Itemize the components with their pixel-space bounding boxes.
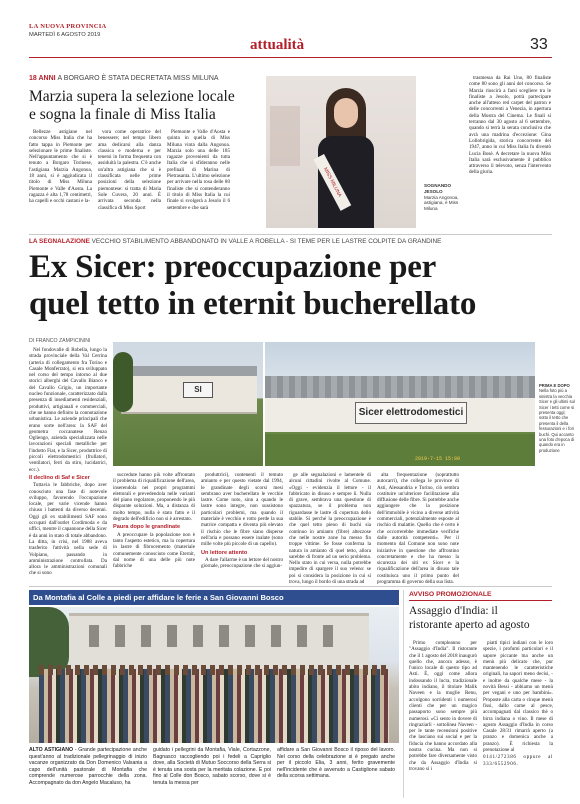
sicer-column-3	[201, 472, 283, 580]
miss-caption-title: SOGNANDO JESOLO	[424, 183, 452, 194]
sicer-col3-text-b: A dare l'allarme è un lettore del nostro giornale, preoccupazione che si aggiun-	[201, 556, 284, 570]
promo-headline	[409, 605, 554, 632]
sicer-column-2	[113, 472, 195, 580]
sicer-col2-text-a: succedute hanno più volte affrontato il problema di riqualificazione dell'area, inserendola nei propri programmi elettorali e prevedendola nelle varianti del piano regolatore, proponendo le più disparate soluzioni. Ma, a distanza di molto tempo, nulla è stato fatto e il degrado dell'edificio non si è arrestato.	[113, 472, 195, 523]
section-divider-2	[29, 586, 552, 587]
sicer-headline	[29, 249, 554, 323]
bosco-caption-lead: ALTO ASTIGIANO	[29, 747, 74, 753]
promo-column-2	[483, 640, 553, 798]
miss-headline-line1: Marzia supera la selezione locale	[29, 88, 235, 105]
bosco-caption-text1: Grande partecipazione anche quest'anno al tradizionale pellegrinaggio di inizio vacanze organizzato da Don Domenico Valsania a capo dell'unità pastorale di Montafia che comprende numerose parrocchie della zona. Accompagnato da don Angelo Macaluso, ha	[29, 747, 147, 786]
old-factory-trees	[113, 352, 133, 412]
sicer-byline: DI FRANCO ZAMPICININI	[29, 338, 91, 344]
sicer-col3-subheading: Un lettore attento	[201, 549, 248, 556]
bosco-caption-col3	[277, 747, 395, 799]
miss-caption-text: Marzia Angonoa, astigiana, è Miss Miluna	[424, 194, 459, 212]
old-factory-sign: SI	[183, 382, 213, 398]
masthead	[29, 23, 149, 38]
newspaper-name: LA NUOVA PROVINCIA	[29, 23, 107, 30]
sicer-col2-subheading: Paura dopo le grandinate	[113, 524, 181, 531]
bosco-caption-text3: affidare a San Giovanni Bosco il riposo del lavoro. Nel corso della celebrazione si è pregato anche per il piccolo Elia, 3 anni, ferito gravemente nell'incidente che è avvenuto a Castiglione sabato della scorsa settimana.	[277, 747, 395, 779]
sicer-col3-text-a: produttrici), contenenti il temuto amianto e per questo vietate dal 1994, le grandinate degli scorsi mesi sembrano aver bucherellato le vecchie lastre. Come noto, sinn a quando le lastre sono integre, non sussistono particolari problemi, ma quando il materiale è vecchio e rotto perde la sua matrice compatta e diventa più elevato il rischio che le fibre siano disperse nell'aria e possano essere inalate (sono mille volte più piccole di un capello).	[201, 472, 283, 548]
crowd-heads	[39, 665, 389, 675]
miss-col1-text: Bellezze astigiane nel concorso Miss Italia che ha fatto tappa in Piemonte per selezionare le prime finaliste. Nell'appuntamento che si è tenuto a Borgaro Torinese, l'astigiana Marzia Angonoa, 18 anni, si è aggiudicata il titolo di Miss Miluna Piemonte e Valle d'Aosta. La ragazza è alta 1,78 centimetri, ha capelli e occhi castani e la-	[29, 129, 92, 205]
promo-divider	[403, 590, 404, 798]
miss-headline-line2: e sogna la finale di Miss Italia	[29, 106, 216, 123]
factory-sign-board	[355, 402, 467, 424]
miss-col3-text: Piemonte e Valle d'Aosta e quinta in quella di Miss Miluna vinta dalla Angonoa. Marzia solo una delle 185 ragazze provenienti da tutta Italia che si sfideranno nelle prefinali di Marina di Pietrasanta. L'ultimo selezione per arrivare nella rosa delle 80 finaliste che si contenderanno il titolo di Miss Italia la cui finale si svolgerà a Jesolo il 6 settembre e che sarà	[167, 129, 230, 211]
sicer-column-5	[377, 472, 459, 586]
promo-label: AVVISO PROMOZIONALE	[409, 591, 552, 601]
sicer-col1-subheading: Il declino di Saf e Sicer	[29, 474, 90, 481]
section-divider-1	[29, 234, 552, 235]
miss-column-4	[469, 75, 551, 230]
bosco-caption-col1: ALTO ASTIGIANO - Grande partecipazione anche quest'anno al tradizionale pellegrinaggio di inizio vacanze organizzato da Don Domenico Valsania a capo dell'unità pastorale di Montafia che comprende numerose parrocchie della zona. Accompagnato da don Angelo Macaluso, ha	[29, 747, 147, 786]
miss-column-3	[167, 129, 230, 227]
issue-date: MARTEDÌ 6 AGOSTO 2019	[29, 32, 101, 38]
sicer-col1-text-a: Nel fondovalle di Robella, lungo la strada provinciale della Val Cerrina (arteria di collegamento fra Torino e Casale Monferrato), si era sviluppato nel corso del tempo intorno al due storici alberghi del Cavallo Bianco e del Cavallo Grigio, un importante nucleo funzionale, caratterizzato dalla presenza di insediamenti residenziali, produttivi, artigianali e commerciali, che ne hanno definito la connotazione urbanistica. Le aziende principali che erano sorte nell'area: la SAF del geometra coccanatese Renzo Ogliengo, azienda specializzata nelle lavorazioni speciali metalliche per l'indotto Fiat, e la Sicer, produttrice di piccoli elettrodomestici (frullatori, ventilatori, ferri da stiro, lucidatrici, ecc.).	[29, 347, 107, 473]
bosco-caption-text2: guidato i pellegrini da Montafia, Viale, Cortazzone, Bagnasco raccogliendo poi i fedeli a Capriglio dove, alla Società di Mutuo Soccorso della Serra si è tenuta una sosta per la meritata colazione. E poi fino al Colle don Bosco, sabato scorso, dove si è tenuta la messa per	[153, 747, 271, 786]
section-title: attualità	[250, 37, 305, 53]
promo-phone: 0141/272386 oppure al 333/6552906.	[483, 754, 553, 767]
sicer-column-1	[29, 347, 107, 580]
promo-column-1	[409, 640, 477, 798]
sicer-caption-title: PRIMA E DOPO	[539, 383, 570, 388]
factory-sign-text: Sicer elettrodomestici	[358, 407, 464, 418]
miss-column-1	[29, 129, 92, 227]
header-rule	[29, 57, 552, 58]
sicer-headline-line2: quel tetto in eternit bucherellato	[29, 286, 477, 322]
bosco-caption-col2	[153, 747, 271, 799]
sicer-col2-text-b: A preoccupare la popolazione non è tanto l'aspetto estetico, ma la copertura in lastre di fibrocemento (materiale comunemente conosciuto come Eternit, dal nome di una delle più note fabbriche	[113, 531, 195, 570]
foreground-grass	[265, 434, 535, 466]
contestant-face	[334, 98, 358, 128]
photo-timestamp: 2019-7-15 15:00	[415, 456, 461, 462]
miss-photo-caption	[424, 183, 460, 212]
promo-col1-text: Primo compleanno per "Assaggio d'India". Il ristorante che il 1 agosto del 2018 inaugurò quello che, ancora adesso, è l'unico locale di questo tipo ad Asti. È, oggi come allora indossando il lucra, tradizionale abito indiano, il titolare Malik Naveen e la moglie Renu, accolgono sorridenti i numerosi clienti che per un magico passaporto sono sempre più numerosi. «Ci sento in dovere di ringraziarli - sottolinea Naveen - per le tante recensioni positive che lasciano sui social e per la fiducia che hanno accordato alla nostra cucina. Ma non si potrebbe fare diversamente visto che da Assaggio d'India si trovano sì i	[409, 640, 477, 772]
promo-col2-text: piatti tipici indiani con le loro spezie, i profumi particolari e il sapore piccante ma anche un menù più delicato che, pur mantenendo le caratteristiche originali, ha sapori meno decisi, - e inoltre da qualche mese - la novità Bessi - abbiamo un menù per vegani e uno per bambini». Proposte alla carta o cinque menù fissi, dallo carne al pesce, accompagnati dal classico thè o birra indiana o vino. Il mese di agosto Assaggio d'India in corso Casale 28/31 rimarrà aperto (a pranzo e domenica anche a pranzo). È richiesta la prenotazione al	[483, 640, 553, 754]
promo-headline-line2: ristorante aperto ad agosto	[409, 618, 530, 631]
sicer-kicker-label: LA SEGNALAZIONE	[29, 238, 90, 245]
sicer-column-4	[289, 472, 371, 586]
miss-kicker-text: A BORGARO È STATA DECRETATA MISS MILUNA	[57, 75, 219, 82]
promo-headline-line1: Assaggio d'India: il	[409, 605, 498, 617]
miss-kicker-age: 18 ANNI	[29, 75, 56, 82]
bosco-banner-text: Da Montafia al Colle a piedi per affidare le ferie a San Giovanni Bosco	[33, 593, 284, 602]
miss-col4-text: trasmessa da Rai Uno, 80 finaliste come 80 sono gli anni del concorso. Se Marzia riuscirà a farsi scegliere tra le finaliste a Jesolo, potrà partecipare anche all'atteso red carpet del patron e delle concorrenti a Venezia, in apertura della Mostra del Cinema. Le finali si terranno dal 30 agosto al 6 settembre, quando si terrà la serata conclusiva che avrà una madrina d'eccezione: Gina Lollobrigida, storica concorrente del 1947, anno in cui Miss Italia fu diventò Lucia Bosè. A decretare la nuova Miss Italia sarà esclusivamente il pubblico attraverso il televoto, senza l'intervento della giuria.	[469, 75, 551, 176]
page-number: 33	[530, 36, 548, 53]
sicer-caption-text: Nella foto più a sinistra la vecchia Sicer e gli ultimi sul Sicer i tetti come si presenta oggi; sotto il tetto che presenta il della fessurazioni e i fori buchi. Qui accanto una foto d'epoca di quando era in produzione	[539, 388, 575, 453]
bosco-group-photo	[29, 607, 399, 743]
miss-column-2	[98, 129, 161, 227]
miss-photo	[266, 76, 416, 228]
sicer-col1-text-b: Tuttavia le fabbriche, dopo aver conosciuto una fase di notevole sviluppo, favorendo l'occupazione locale, per varie vicende hanno chiuso i battenti da diverso decenni. Oggi gli ex stabilimenti SAF sono occupati dall'outlet Cordimoda e da uffici, mentre il capannone della Sicer è da anni in stato di totale abbandono. La ditta, in crisi, nel 1988 aveva trasferito l'attività nella sede di Volpiano, passando in amministrazione controllata. Da allora le amministrazioni comunali che si sono	[29, 482, 107, 577]
sicer-kicker	[29, 238, 441, 245]
sicer-col4-text: ge alle segnalazioni e lamentele di alcuni cittadini rivolte al Comune. «Oggi - evidenzia il lettore - il fabbricato in disuso e sempre li. Nulla di grave, sembrava una questione di spazzatura, se il problema non riguardasse le lastre di copertura dello stabile. Si perché la preoccupazione è che quel tetto pieno di buchi sia continuo in amianto (fibre) altezzose che nelle nostre zone ha messo fin troppe vittime. Se fosse conferma la natura in amianto di quel tetto, allora sarebbe di fronte ad un serio problema. Nello stato in cui versa, nulla potrebbe impedire di spargere il suo veleno: se poi si considera la posizione in cui si trova, lungo il bordo di una strada ad	[289, 472, 371, 586]
sicer-kicker-text: VECCHIO STABILIMENTO ABBANDONATO IN VALLE A ROBELLA - SI TEME PER LE LASTRE COLPITE DA GRANDINE	[91, 238, 442, 245]
photo-backdrop-text	[270, 106, 300, 166]
factory-roof-eternit	[265, 376, 535, 398]
sicer-photo-old	[113, 342, 263, 466]
sicer-headline-line1: Ex Sicer: preoccupazione per	[29, 249, 437, 285]
pilgrims-crowd	[39, 669, 389, 743]
sicer-photo-caption	[539, 383, 575, 453]
basilica-windows	[89, 625, 349, 647]
miss-kicker	[29, 75, 219, 82]
sicer-photo-now	[265, 342, 535, 466]
old-factory-roof	[121, 366, 257, 376]
sicer-col5-text: alta frequentazione (soprattutto autocarri), che collega le province di Asti, Alessandria e Torino, ciò sembra costituire un'ulteriore facilitazione alla diffusione delle fibre. Si potrebbe anche aggiungere che la posizione dell'immobile è vicino a diverse attività commerciali, potenzialmente esposte al rischio di malattie. Quello che è certo è che occorrerebbe immediate verifiche dalle autorità competenti». Per il momento dal Comune non sono note iniziative in questione che affrontino concretamente e che ha messo la sicurezza dei siti ex Sicer e la riqualificazione dell'area in disuso tale costituisca uno il primo punto del programma di governo della sua lista.	[377, 472, 459, 586]
sash-text: MISS MILUNA	[322, 166, 343, 199]
miss-col2-text: vora come operatrice del benessere; nel tempo libero ama dedicarsi alla danza classica e moderna e per tenersi in forma frequenta con assiduità la palestra. C'è anche un'altra astigiana che si è classificata nelle prime posizioni della selezione piemontese: si tratta di Maria Sole Cuvera, 20 anni. È arrivata seconda nella classifica di Miss Sport	[98, 129, 161, 211]
bosco-banner	[29, 590, 399, 605]
